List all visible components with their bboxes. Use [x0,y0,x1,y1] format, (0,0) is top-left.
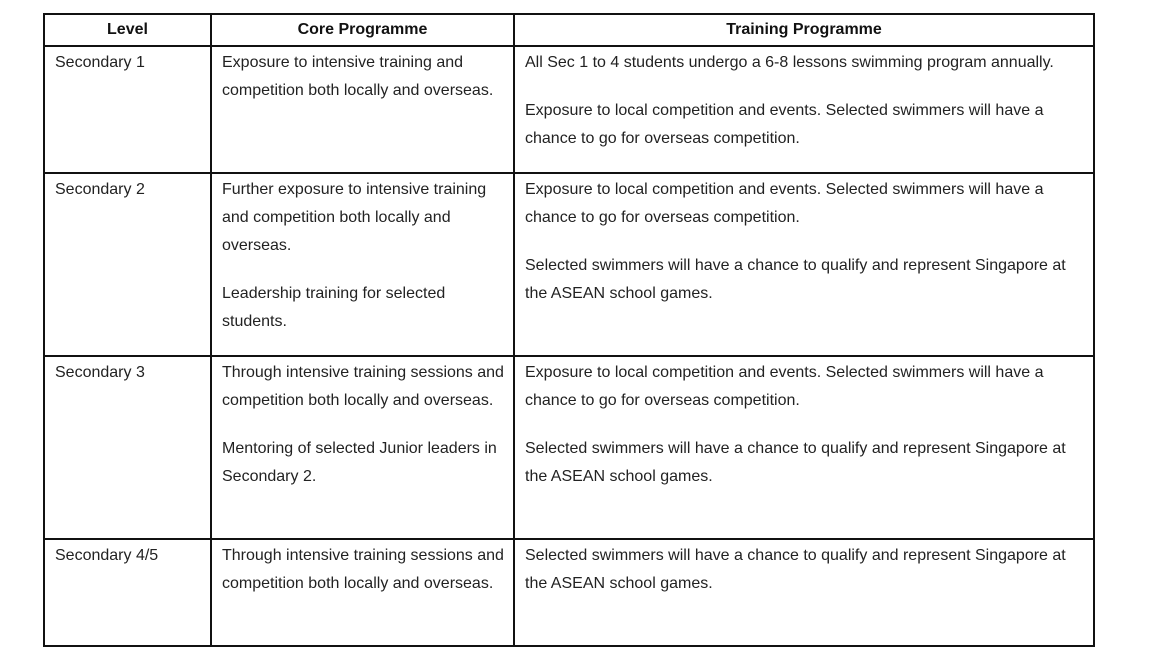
level-cell: Secondary 1 [44,46,211,173]
core-programme-cell [211,46,514,173]
level-cell: Secondary 4/5 [44,539,211,646]
header-level: Level [44,14,211,46]
training-paragraph: Exposure to local competition and events. Selected swimmers will have a chance to go for overseas competition. [525,102,1044,147]
core-paragraph: Leadership training for selected students. [222,285,446,330]
training-programme-cell [514,173,1094,356]
level-cell: Secondary 3 [44,356,211,539]
training-paragraph: Exposure to local competition and events. Selected swimmers will have a chance to go for overseas competition. [525,181,1044,226]
header-core-programme: Core Programme [211,14,514,46]
training-programme-cell [514,539,1094,646]
table-row-secondary-3 [44,356,1094,539]
table-row-secondary-2 [44,173,1094,356]
core-paragraph: Through intensive training sessions and competition both locally and overseas. [222,364,504,409]
training-programme-cell [514,46,1094,173]
training-paragraph: Selected swimmers will have a chance to qualify and represent Singapore at the ASEAN school games. [525,547,1066,592]
training-programme-cell [514,356,1094,539]
table-header-row [44,14,1094,46]
core-programme-cell [211,539,514,646]
training-paragraph: All Sec 1 to 4 students undergo a 6-8 lessons swimming program annually. [525,54,1054,71]
training-paragraph: Selected swimmers will have a chance to qualify and represent Singapore at the ASEAN school games. [525,257,1066,302]
table-row-secondary-4-5 [44,539,1094,646]
header-training-programme: Training Programme [514,14,1094,46]
core-programme-cell [211,356,514,539]
level-cell: Secondary 2 [44,173,211,356]
core-paragraph: Further exposure to intensive training and competition both locally and overseas. [222,181,487,254]
training-paragraph: Exposure to local competition and events. Selected swimmers will have a chance to go for overseas competition. [525,364,1044,409]
table-row-secondary-1 [44,46,1094,173]
core-programme-cell [211,173,514,356]
core-paragraph: Mentoring of selected Junior leaders in Secondary 2. [222,440,497,485]
core-paragraph: Exposure to intensive training and competition both locally and overseas. [222,54,494,99]
training-paragraph: Selected swimmers will have a chance to qualify and represent Singapore at the ASEAN school games. [525,440,1066,485]
programme-table [43,13,1095,647]
core-paragraph: Through intensive training sessions and competition both locally and overseas. [222,547,504,592]
